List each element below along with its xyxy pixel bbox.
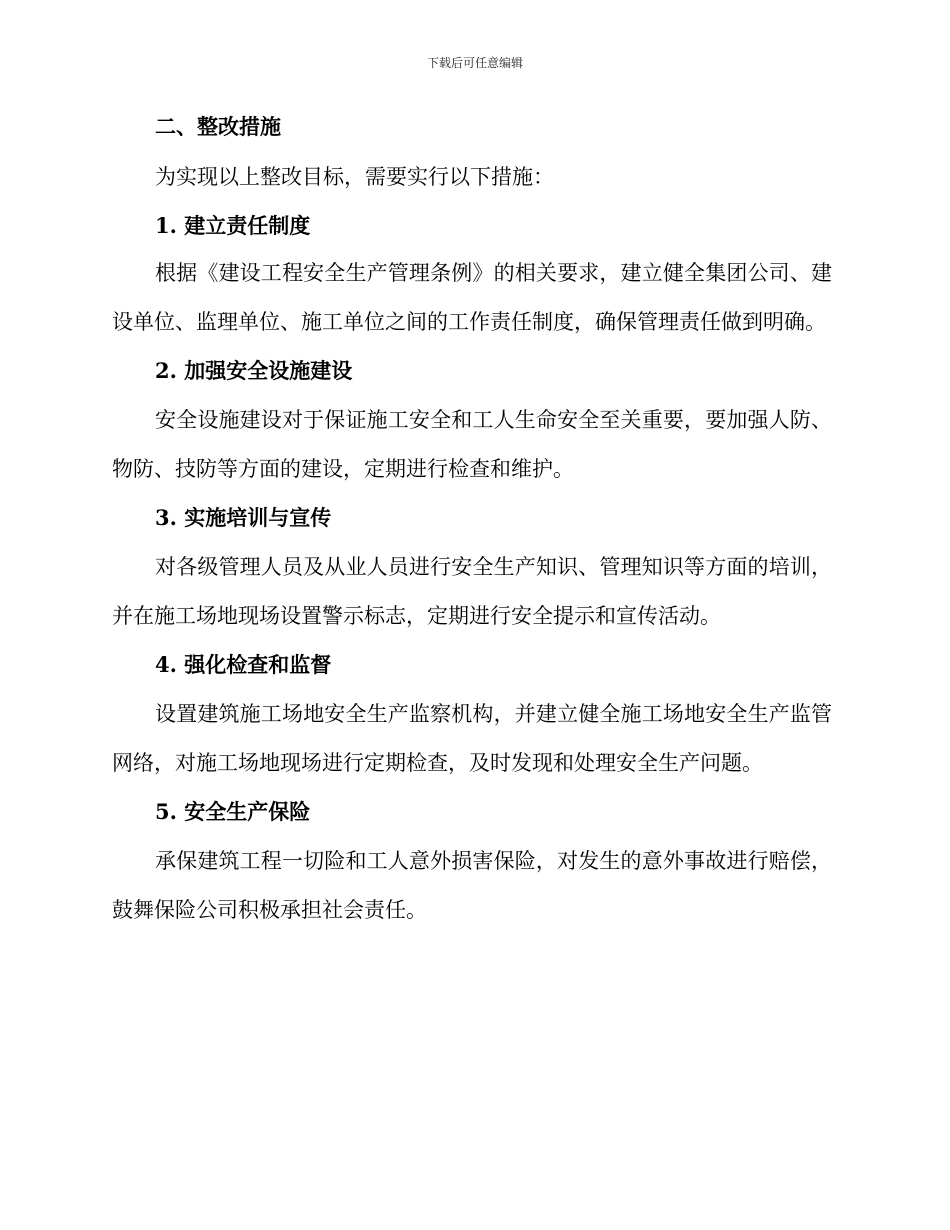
measure-item bbox=[112, 650, 832, 788]
document-body bbox=[112, 112, 832, 935]
item-heading: 3. 实施培训与宣传 bbox=[155, 505, 332, 530]
measure-item bbox=[112, 356, 832, 494]
item-heading: 2. 加强安全设施建设 bbox=[155, 358, 353, 383]
item-paragraph: 设置建筑施工场地安全生产监察机构，并建立健全施工场地安全生产监管网络，对施工场地现场进行定期检查，及时发现和处理安全生产问题。 bbox=[112, 702, 832, 775]
section-heading: 二、整改措施 bbox=[155, 114, 281, 139]
item-heading: 1. 建立责任制度 bbox=[155, 213, 311, 238]
intro-paragraph: 为实现以上整改目标，需要实行以下措施： bbox=[155, 165, 554, 189]
item-paragraph: 承保建筑工程一切险和工人意外损害保险，对发生的意外事故进行赔偿，鼓舞保险公司积极承担社会责任。 bbox=[112, 849, 832, 922]
item-heading: 5. 安全生产保险 bbox=[155, 799, 311, 824]
page-header: 下载后可任意编辑 bbox=[426, 56, 523, 70]
item-paragraph: 对各级管理人员及从业人员进行安全生产知识、管理知识等方面的培训，并在施工场地现场设置警示标志，定期进行安全提示和宣传活动。 bbox=[112, 555, 832, 628]
item-paragraph: 安全设施建设对于保证施工安全和工人生命安全至关重要，要加强人防、物防、技防等方面的建设，定期进行检查和维护。 bbox=[112, 408, 832, 481]
measure-item bbox=[112, 211, 832, 347]
measure-item bbox=[112, 503, 832, 641]
item-heading: 4. 强化检查和监督 bbox=[155, 652, 332, 677]
item-paragraph: 根据《建设工程安全生产管理条例》的相关要求，建立健全集团公司、建设单位、监理单位、施工单位之间的工作责任制度，确保管理责任做到明确。 bbox=[112, 261, 832, 334]
measure-item bbox=[112, 797, 832, 935]
